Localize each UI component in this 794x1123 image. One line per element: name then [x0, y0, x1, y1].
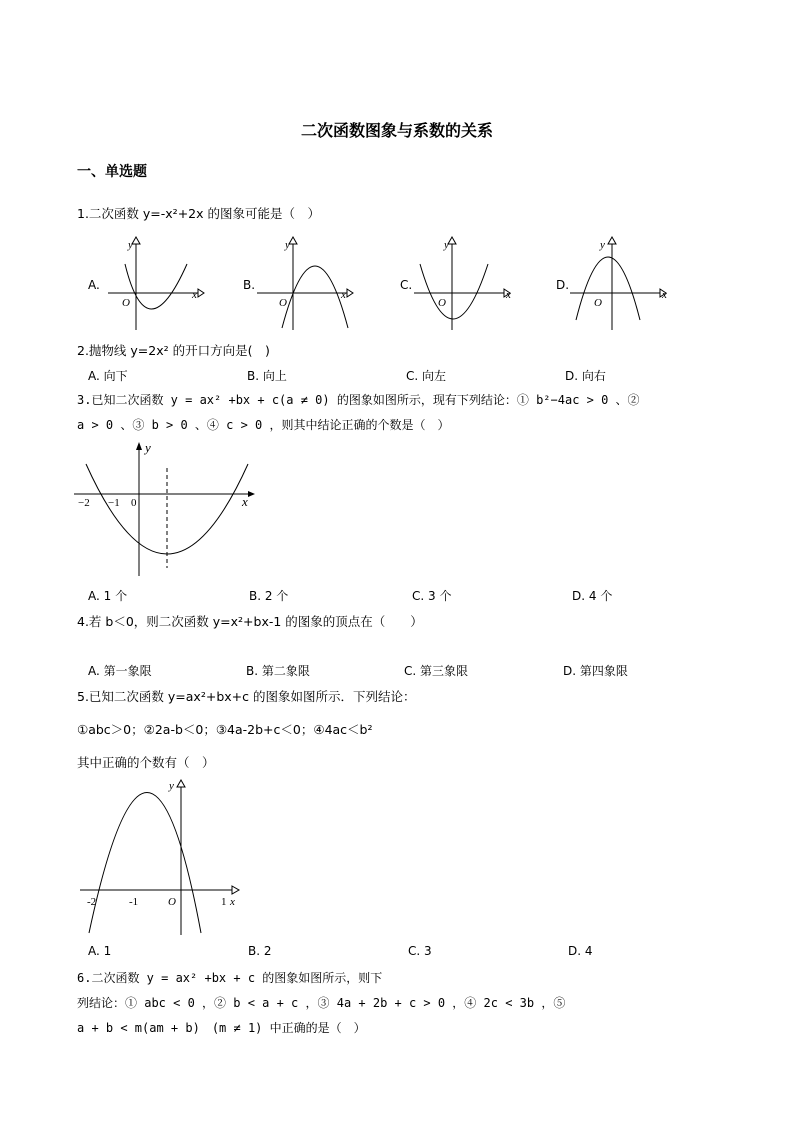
- q4-option-a: A. 第一象限: [88, 664, 152, 678]
- q5-graph: [72, 775, 247, 940]
- q6-stem-line3: a + b < m(am + b) (m ≠ 1) 中正确的是（ ）: [77, 1021, 366, 1035]
- q5-x-label: x: [230, 896, 235, 908]
- q1a-x-label: x: [192, 289, 197, 301]
- q1b-origin-label: O: [279, 297, 287, 309]
- q3-x-label: x: [242, 494, 248, 509]
- q5-stem: 5.已知二次函数 y=ax²+bx+c 的图象如图所示．下列结论：: [77, 689, 416, 704]
- q5-tick-one: 1: [221, 896, 227, 908]
- q1-graph-a: [100, 234, 210, 332]
- q3-graph: [72, 438, 262, 580]
- q3-stem-line1: 3.已知二次函数 y = ax² +bx + c(a ≠ 0) 的图象如图所示，现有下列结论：① b²−4ac > 0 、②: [77, 393, 640, 407]
- q1b-x-label: x: [341, 289, 346, 301]
- q1b-y-label: y: [285, 239, 290, 251]
- q2-option-c: C. 向左: [406, 369, 447, 383]
- q1-stem: 1.二次函数 y=-x²+2x 的图象可能是（ ）: [77, 206, 320, 221]
- q1a-origin-label: O: [122, 297, 130, 309]
- q5-conclusions: ①abc＞0；②2a-b＜0；③4a-2b+c＜0；④4ac＜b²: [77, 722, 373, 737]
- q1-graph-d: [568, 234, 678, 332]
- q2-option-b: B. 向上: [247, 369, 287, 383]
- q3-tick-m2: −2: [78, 497, 90, 509]
- q4-stem: 4.若 b＜0，则二次函数 y=x²+bx-1 的图象的顶点在（ ）: [77, 614, 423, 629]
- q3-tick-m1: −1: [108, 497, 120, 509]
- q5-option-a: A. 1: [88, 944, 112, 958]
- q5-ask: 其中正确的个数有（ ）: [77, 755, 215, 770]
- q4-option-d: D. 第四象限: [563, 664, 628, 678]
- q1-graph-c: [412, 234, 522, 332]
- q2-stem: 2.抛物线 y=2x² 的开口方向是( ): [77, 343, 270, 358]
- q6-stem-line2: 列结论：① abc < 0 ，② b < a + c ，③ 4a + 2b + c > 0 ，④ 2c < 3b ，⑤: [77, 996, 566, 1010]
- q1-option-a: A.: [88, 278, 100, 292]
- q3-y-label: y: [145, 440, 151, 455]
- q5-y-label: y: [169, 780, 174, 792]
- q5-option-b: B. 2: [248, 944, 272, 958]
- q1d-origin-label: O: [594, 297, 602, 309]
- q5-tick-m1: -1: [129, 896, 139, 908]
- q1-graph-b: [255, 234, 365, 332]
- page-title: 二次函数图象与系数的关系: [300, 121, 493, 140]
- q4-option-c: C. 第三象限: [404, 664, 469, 678]
- q3-option-c: C. 3 个: [412, 589, 452, 603]
- q3-tick-zero: 0: [131, 497, 137, 509]
- q3-option-b: B. 2 个: [249, 589, 289, 603]
- q1c-x-label: x: [506, 289, 511, 301]
- q1c-y-label: y: [444, 239, 449, 251]
- q5-origin-label: O: [168, 896, 176, 908]
- q1d-y-label: y: [600, 239, 605, 251]
- q1c-origin-label: O: [438, 297, 446, 309]
- q1-option-c: C.: [400, 278, 413, 292]
- q4-option-b: B. 第二象限: [246, 664, 310, 678]
- q2-option-d: D. 向右: [565, 369, 606, 383]
- q2-option-a: A. 向下: [88, 369, 128, 383]
- q3-option-d: D. 4 个: [572, 589, 613, 603]
- section-heading: 一、单选题: [77, 164, 147, 180]
- q1-option-d: D.: [556, 278, 570, 292]
- q1a-y-label: y: [128, 239, 133, 251]
- q5-option-c: C. 3: [408, 944, 432, 958]
- q3-stem-line2: a > 0 、③ b > 0 、④ c > 0 ，则其中结论正确的个数是（ ）: [77, 418, 450, 432]
- q1d-x-label: x: [662, 289, 667, 301]
- q5-tick-m2: -2: [87, 896, 97, 908]
- q6-stem-line1: 6.二次函数 y = ax² +bx + c 的图象如图所示，则下: [77, 971, 383, 985]
- q1-option-b: B.: [243, 278, 256, 292]
- q5-option-d: D. 4: [568, 944, 593, 958]
- q3-option-a: A. 1 个: [88, 589, 128, 603]
